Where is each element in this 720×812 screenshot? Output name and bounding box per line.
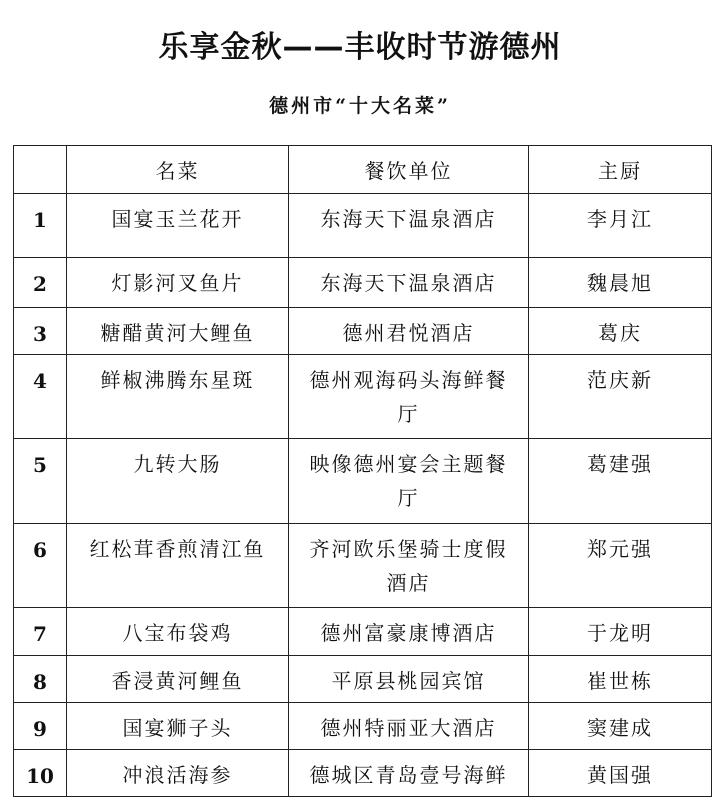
row-number: 3 bbox=[14, 308, 67, 355]
row-number: 4 bbox=[14, 355, 67, 439]
dish-name: 鲜椒沸腾东星斑 bbox=[67, 355, 289, 439]
row-number: 8 bbox=[14, 656, 67, 703]
restaurant-name: 映像德州宴会主题餐厅 bbox=[289, 439, 529, 524]
dish-name: 冲浪活海参 bbox=[67, 750, 289, 797]
dish-name: 灯影河叉鱼片 bbox=[67, 258, 289, 308]
restaurant-name: 齐河欧乐堡骑士度假酒店 bbox=[289, 524, 529, 608]
chef-name: 范庆新 bbox=[529, 355, 712, 439]
restaurant-name: 德州富豪康博酒店 bbox=[289, 608, 529, 656]
dish-name: 香浸黄河鲤鱼 bbox=[67, 656, 289, 703]
table-row bbox=[14, 439, 712, 524]
restaurant-name: 德州观海码头海鲜餐厅 bbox=[289, 355, 529, 439]
restaurant-name: 德州君悦酒店 bbox=[289, 308, 529, 355]
table-row bbox=[14, 703, 712, 750]
restaurant-name: 东海天下温泉酒店 bbox=[289, 258, 529, 308]
row-number: 5 bbox=[14, 439, 67, 524]
dish-name: 国宴狮子头 bbox=[67, 703, 289, 750]
header-index bbox=[14, 146, 67, 194]
table-row bbox=[14, 308, 712, 355]
chef-name: 黄国强 bbox=[529, 750, 712, 797]
row-number: 1 bbox=[14, 194, 67, 258]
table-row bbox=[14, 355, 712, 439]
chef-name: 郑元强 bbox=[529, 524, 712, 608]
restaurant-name: 平原县桃园宾馆 bbox=[289, 656, 529, 703]
dish-name: 红松茸香煎清江鱼 bbox=[67, 524, 289, 608]
chef-name: 李月江 bbox=[529, 194, 712, 258]
row-number: 6 bbox=[14, 524, 67, 608]
table-row bbox=[14, 608, 712, 656]
page-subtitle: 德州市“十大名菜” bbox=[269, 95, 451, 117]
table-row bbox=[14, 750, 712, 797]
chef-name: 魏晨旭 bbox=[529, 258, 712, 308]
row-number: 9 bbox=[14, 703, 67, 750]
restaurant-name: 德州特丽亚大酒店 bbox=[289, 703, 529, 750]
chef-name: 崔世栋 bbox=[529, 656, 712, 703]
table-row bbox=[14, 194, 712, 258]
header-dish: 名菜 bbox=[67, 146, 289, 194]
chef-name: 葛庆 bbox=[529, 308, 712, 355]
row-number: 2 bbox=[14, 258, 67, 308]
header-chef: 主厨 bbox=[529, 146, 712, 194]
header-unit: 餐饮单位 bbox=[289, 146, 529, 194]
dish-name: 八宝布袋鸡 bbox=[67, 608, 289, 656]
chef-name: 葛建强 bbox=[529, 439, 712, 524]
dish-name: 九转大肠 bbox=[67, 439, 289, 524]
restaurant-name: 德城区青岛壹号海鲜 bbox=[289, 750, 529, 797]
row-number: 10 bbox=[14, 750, 67, 797]
table-row bbox=[14, 656, 712, 703]
table-row bbox=[14, 524, 712, 608]
dish-name: 国宴玉兰花开 bbox=[67, 194, 289, 258]
restaurant-name: 东海天下温泉酒店 bbox=[289, 194, 529, 258]
row-number: 7 bbox=[14, 608, 67, 656]
table-header-row bbox=[14, 146, 712, 194]
chef-name: 窦建成 bbox=[529, 703, 712, 750]
dish-table bbox=[13, 145, 712, 797]
chef-name: 于龙明 bbox=[529, 608, 712, 656]
dish-name: 糖醋黄河大鲤鱼 bbox=[67, 308, 289, 355]
table-row bbox=[14, 258, 712, 308]
page-title: 乐享金秋——丰收时节游德州 bbox=[158, 30, 562, 65]
